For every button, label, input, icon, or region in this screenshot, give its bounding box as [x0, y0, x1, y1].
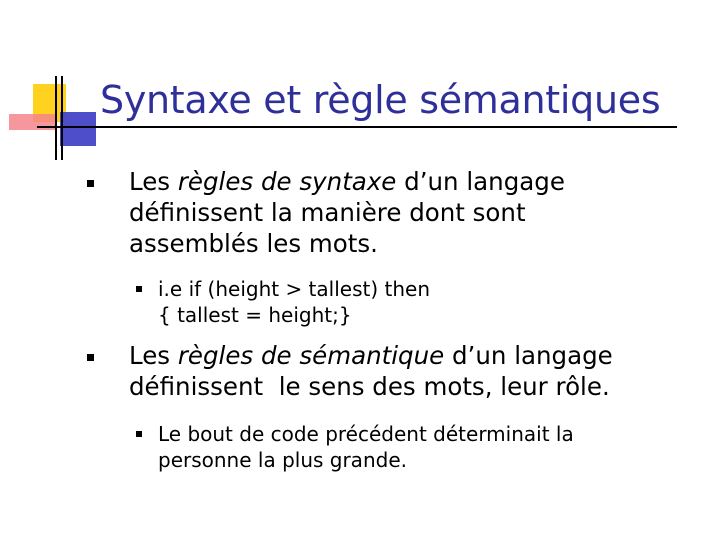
sub-bullet-marker: [136, 286, 142, 292]
sub-bullet-explanation-line1: Le bout de code précédent déterminait la: [158, 422, 574, 446]
bullet-semantics-line2: définissent le sens des mots, leur rôle.: [129, 372, 610, 401]
bullet-semantics-text: [129, 340, 613, 402]
bullet-marker: [87, 354, 94, 361]
title-underline: [37, 126, 677, 128]
sub-bullet-code-line2: { tallest = height;}: [158, 303, 352, 327]
bullet-syntax-line2: définissent la manière dont sont: [129, 198, 526, 227]
sub-bullet-explanation-line2: personne la plus grande.: [158, 448, 407, 472]
bullet-syntax-text: [129, 166, 565, 259]
bullet-marker: [87, 180, 94, 187]
bullet-syntax-line1: [129, 166, 565, 197]
sub-bullet-code-line1: i.e if (height > tallest) then: [158, 277, 430, 301]
sub-bullet-code-example: [158, 276, 430, 328]
text-pre: Les: [129, 167, 178, 196]
sub-bullet-marker: [136, 431, 142, 437]
emphasis-syntax: règles de syntaxe: [177, 167, 397, 196]
bullet-semantics-line1: [129, 340, 613, 371]
text-pre: Les: [129, 341, 178, 370]
text-post: d’un langage: [396, 167, 565, 196]
slide-title: Syntaxe et règle sémantiques: [100, 78, 661, 122]
sub-bullet-explanation: [158, 421, 574, 473]
emphasis-semantics: règles de sémantique: [177, 341, 445, 370]
bullet-syntax-line3: assemblés les mots.: [129, 229, 378, 258]
text-post: d’un langage: [444, 341, 613, 370]
